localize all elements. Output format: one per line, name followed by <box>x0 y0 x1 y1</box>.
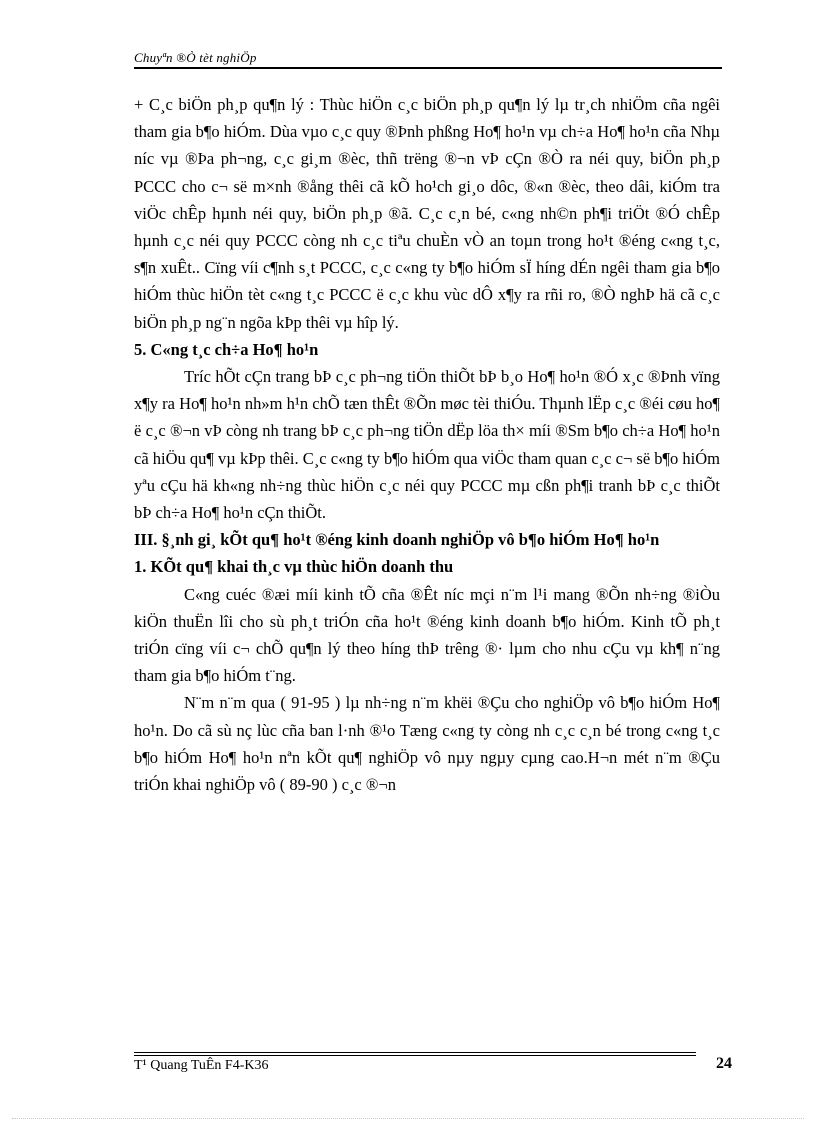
page-edge-line <box>12 1118 804 1119</box>
subsection-heading-results: 1. KÕt qu¶ khai th¸c vµ thùc hiÖn doanh thu <box>134 557 454 577</box>
paragraph-management-measures: + C¸c biÖn ph¸p qu¶n lý : Thùc hiÖn c¸c biÖn ph¸p qu¶n lý lµ tr¸ch nhiÖm cña ngêi tham gia b¶o hiÓm. Dùa vµo c¸c quy ®Þnh phßng Ho¶ ho¹n vµ ch÷a Ho¶ ho¹n cña Nhµ níc vµ ®Þa ph¬ng, c¸c gi¸m ®èc, thñ trëng ®¬n vÞ cÇn ®Ò ra néi quy, biÖn ph¸p PCCC cho c¬ së m×nh ®ång thêi cã kÕ ho¹ch gi¸o dôc, ®«n ®èc, theo dâi, kiÓm tra viÖc chÊp hµnh néi quy, biÖn ph¸p ®ã. C¸c c¸n bé, c«ng nh©n ph¶i triÖt ®Ó chÊp hµnh c¸c néi quy PCCC còng nh c¸c tiªu chuÈn vÒ an toµn trong ho¹t ®éng c«ng t¸c, s¶n xuÊt.. Cïng víi c¶nh s¸t PCCC, c¸c c«ng ty b¶o hiÓm sÏ híng dÉn ngêi tham gia b¶o hiÓm thùc hiÖn tèt c«ng t¸c PCCC ë c¸c khu vùc dÔ x¶y ra rñi ro, ®Ò nghÞ hä cã c¸c biÖn ph¸p ng¨n ngõa kÞp thêi vµ hîp lý. <box>134 95 720 332</box>
running-header: Chuyªn ®Ò tèt nghiÖp <box>134 50 257 65</box>
section-heading-evaluation: III. §¸nh gi¸ kÕt qu¶ ho¹t ®éng kinh doanh nghiÖp vô b¶o hiÓm Ho¶ ho¹n <box>134 530 660 550</box>
page-body <box>134 91 720 798</box>
paragraph-economic-reform: C«ng cuéc ®æi míi kinh tÕ cña ®Êt níc mçi n¨m l¹i mang ®Õn nh÷ng ®iÒu kiÖn thuËn lîi cho sù ph¸t triÓn cña ho¹t ®éng kinh doanh b¶o hiÓm. Kinh tÕ ph¸t triÓn cïng víi c¬ chÕ qu¶n lý theo híng thÞ trêng ®· lµm cho nhu cÇu vµ kh¶ n¨ng tham gia b¶o hiÓm t¨ng. <box>134 584 720 686</box>
footer-divider-top <box>134 1052 696 1053</box>
page-number: 24 <box>716 1055 732 1072</box>
paragraph-five-years: N¨m n¨m qua ( 91-95 ) lµ nh÷ng n¨m khëi ®Çu cho nghiÖp vô b¶o hiÓm Ho¶ ho¹n. Do cã sù nç lùc cña ban l·nh ®¹o Tæng c«ng ty còng nh c¸c c¸n bé trong c«ng t¸c b¶o hiÓm Ho¶ ho¹n nªn kÕt qu¶ nghiÖp vô nµy ngµy cµng cao.H¬n mét n¨m ®Çu triÓn khai nghiÖp vô ( 89-90 ) c¸c ®¬n <box>134 693 720 795</box>
paragraph-fire-fighting: Tríc hÕt cÇn trang bÞ c¸c ph¬ng tiÖn thiÕt bÞ b¸o Ho¶ ho¹n ®Ó x¸c ®Þnh vïng x¶y ra Ho¶ ho¹n nh»m h¹n chÕ tæn thÊt ®Õn møc tèi thiÓu. Thµnh lËp c¸c ®éi cøu ho¶ ë c¸c ®¬n vÞ còng nh trang bÞ c¸c ph¬ng tiÖn dËp löa th× míi ®Sm b¶o ch÷a Ho¶ ho¹n cã hiÖu qu¶ vµ kÞp thêi. C¸c c«ng ty b¶o hiÓm qua viÖc tham quan c¸c c¬ së b¶o hiÓm yªu cÇu hä kh«ng nh÷ng thùc hiÖn c¸c néi quy PCCC mµ cßn ph¶i tranh bÞ c¸c thiÕt bÞ ch÷a Ho¶ ho¹n cÇn thiÕt. <box>134 367 720 523</box>
footer-divider-bottom <box>134 1055 696 1056</box>
section-heading-fire-fighting: 5. C«ng t¸c ch÷a Ho¶ ho¹n <box>134 339 319 359</box>
footer-author: T¹ Quang TuÊn F4-K36 <box>134 1058 269 1073</box>
header-divider <box>134 67 722 69</box>
